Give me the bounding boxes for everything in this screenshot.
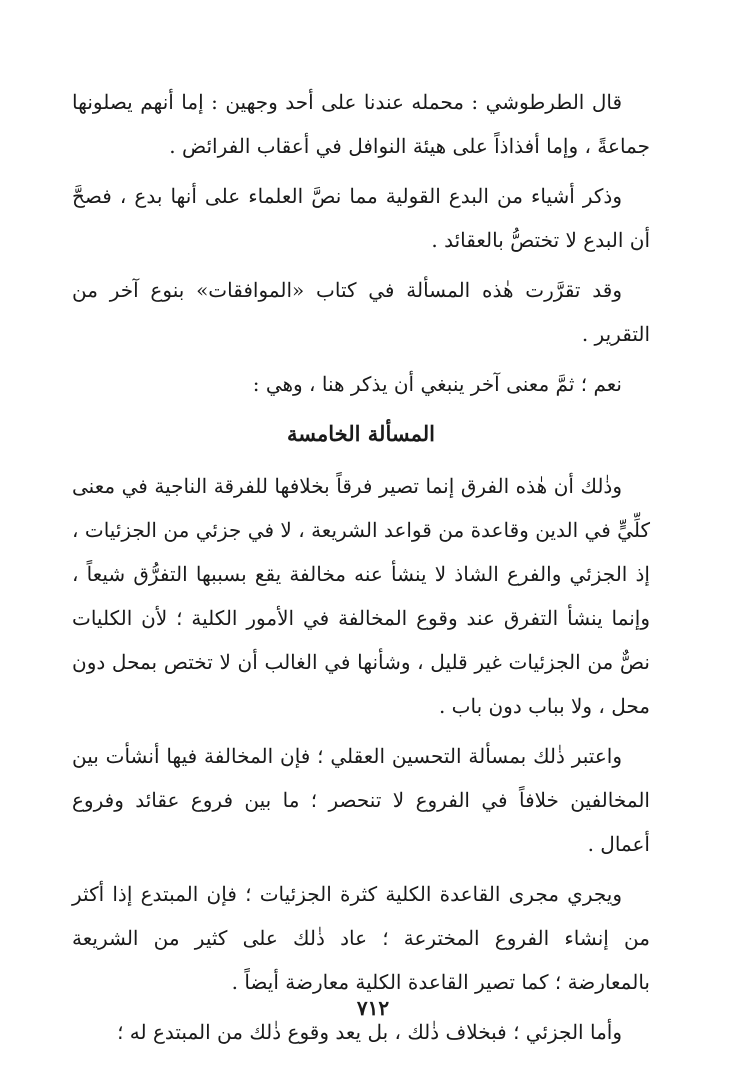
paragraph-many-particulars: ويجري مجرى القاعدة الكلية كثرة الجزئيات ؛ فإن المبتدع إذا أكثر من إنشاء الفروع المخترعة ؛ عاد ذٰلك على كثير من الشريعة بالمعارضة ؛ كما تصير القاعدة الكلية معارضة أيضاً . xyxy=(72,882,650,994)
paragraph-sects-universal: وذٰلك أن هٰذه الفرق إنما تصير فرقاً بخلافها للفرقة الناجية في معنى كلِّيٍّ في الدين وقاعدة من قواعد الشريعة ، لا في جزئي من الجزئيات ، إذ الجزئي والفرع الشاذ لا ينشأ عنه مخالفة يقع بسببها التفرُّق شيعاً ، وإنما ينشأ التفرق عند وقوع المخالفة في الأمور الكلية ؛ لأن الكليات نصٌّ من الجزئيات غير قليل ، وشأنها في الغالب أن لا تختص بمحل دون محل ، ولا بباب دون باب . xyxy=(72,474,650,718)
paragraph-particular: وأما الجزئي ؛ فبخلاف ذٰلك ، بل يعد وقوع ذٰلك من المبتدع له ؛ xyxy=(117,1020,622,1044)
paragraph-verbal-innovations: وذكر أشياء من البدع القولية مما نصَّ العلماء على أنها بدع ، فصحَّ أن البدع لا تختصُّ بالعقائد . xyxy=(72,184,650,252)
paragraph-another-meaning: نعم ؛ ثمَّ معنى آخر ينبغي أن يذكر هنا ، وهي : xyxy=(252,372,622,396)
section-heading: المسألة الخامسة xyxy=(287,421,435,446)
paragraph-rational-approval: واعتبر ذٰلك بمسألة التحسين العقلي ؛ فإن المخالفة فيها أنشأت بين المخالفين خلافاً في الفروع لا تنحصر ؛ ما بين فروع عقائد وفروع أعمال . xyxy=(72,744,650,856)
text-column xyxy=(72,80,650,1060)
page-number: ٧١٢ xyxy=(356,996,390,1020)
paragraph-muwafaqat: وقد تقرَّرت هٰذه المسألة في كتاب «الموافقات» بنوع آخر من التقرير . xyxy=(72,278,650,346)
paragraph-tartushi: قال الطرطوشي : محمله عندنا على أحد وجهين : إما أنهم يصلونها جماعةً ، وإما أفذاذاً على هيئة النوافل في أعقاب الفرائض . xyxy=(72,90,650,158)
